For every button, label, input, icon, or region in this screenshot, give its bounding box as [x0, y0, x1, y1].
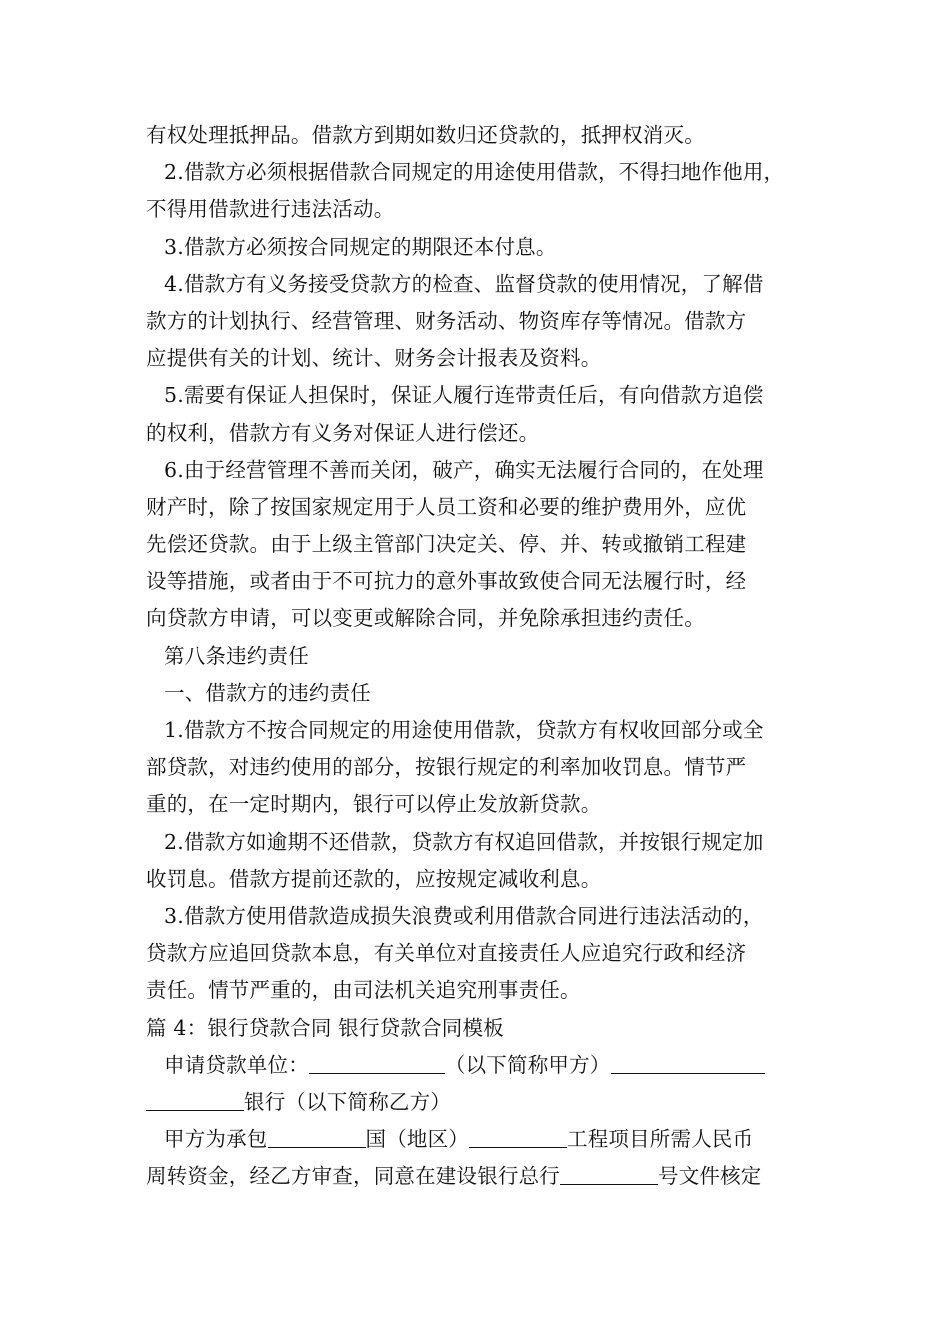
- text-line: 不得用借款进行违法活动。: [146, 197, 395, 222]
- text-line: 有权处理抵押品。借款方到期如数归还贷款的，抵押权消灭。: [146, 123, 705, 147]
- chapter-title: 篇 4：银行贷款合同 银行贷款合同模板: [146, 1015, 504, 1040]
- text-line: 应提供有关的计划、统计、财务会计报表及资料。: [146, 346, 602, 371]
- text-line: 责任。情节严重的，由司法机关追究刑事责任。: [146, 978, 581, 1003]
- bank-name-blank-1[interactable]: [611, 1049, 765, 1074]
- project-blank[interactable]: [469, 1123, 567, 1148]
- text-line: 5.需要有保证人担保时，保证人履行连带责任后，有向借款方追偿: [164, 383, 764, 408]
- document-page: [146, 117, 811, 1195]
- form-line-contract: [146, 1121, 811, 1158]
- text-line: 重的，在一定时期内，银行可以停止发放新贷款。: [146, 792, 602, 817]
- text-line: 设等措施，或者由于不可抗力的意外事故致使合同无法履行时，经: [146, 569, 747, 594]
- text-line: 2.借款方必须根据借款合同规定的用途使用借款，不得扫地作他用，: [164, 160, 785, 185]
- applicant-blank[interactable]: [309, 1049, 445, 1074]
- form-line-applicant: [146, 1047, 811, 1084]
- form-line-bank: [146, 1084, 811, 1121]
- text-line: 向贷款方申请，可以变更或解除合同，并免除承担违约责任。: [146, 606, 705, 631]
- text-line: 4.借款方有义务接受贷款方的检查、监督贷款的使用情况，了解借: [164, 271, 764, 296]
- document-number-blank[interactable]: [560, 1160, 658, 1185]
- applicant-label: 申请贷款单位：: [164, 1052, 309, 1077]
- bank-label: 银行（以下简称乙方）: [244, 1089, 451, 1114]
- text-line: 6.由于经营管理不善而关闭，破产，确实无法履行合同的，在处理: [164, 457, 764, 482]
- text-line: 3.借款方使用借款造成损失浪费或利用借款合同进行违法活动的，: [164, 903, 764, 928]
- text-line: 贷款方应追回贷款本息，有关单位对直接责任人应追究行政和经济: [146, 941, 747, 966]
- country-label: 国（地区）: [365, 1127, 469, 1152]
- text-line: 财产时，除了按国家规定用于人员工资和必要的维护费用外，应优: [146, 494, 747, 519]
- bank-name-blank-2[interactable]: [146, 1086, 244, 1111]
- subsection-heading: 一、借款方的违约责任: [164, 680, 371, 705]
- text-line: 款方的计划执行、经营管理、财务活动、物资库存等情况。借款方: [146, 308, 747, 333]
- text-line: 2.借款方如逾期不还借款，贷款方有权追回借款，并按银行规定加: [164, 829, 764, 854]
- turnover-text: 周转资金，经乙方审查，同意在建设银行总行: [146, 1164, 560, 1189]
- section-heading: 第八条违约责任: [164, 643, 309, 668]
- text-line: 的权利，借款方有义务对保证人进行偿还。: [146, 420, 540, 445]
- contract-prefix: 甲方为承包: [164, 1127, 268, 1152]
- text-line: 先偿还贷款。由于上级主管部门决定关、停、并、转或撤销工程建: [146, 532, 747, 557]
- text-line: 收罚息。借款方提前还款的，应按规定减收利息。: [146, 866, 602, 891]
- text-line: 1.借款方不按合同规定的用途使用借款，贷款方有权收回部分或全: [164, 718, 764, 742]
- country-blank[interactable]: [268, 1123, 366, 1148]
- text-line: 3.借款方必须按合同规定的期限还本付息。: [164, 234, 557, 259]
- party-a-note: （以下简称甲方）: [444, 1052, 611, 1077]
- project-label: 工程项目所需人民币: [567, 1127, 754, 1152]
- form-line-turnover: [146, 1158, 811, 1195]
- doc-label: 号文件核定: [658, 1164, 762, 1189]
- text-line: 部贷款，对违约使用的部分，按银行规定的利率加收罚息。情节严: [146, 755, 747, 780]
